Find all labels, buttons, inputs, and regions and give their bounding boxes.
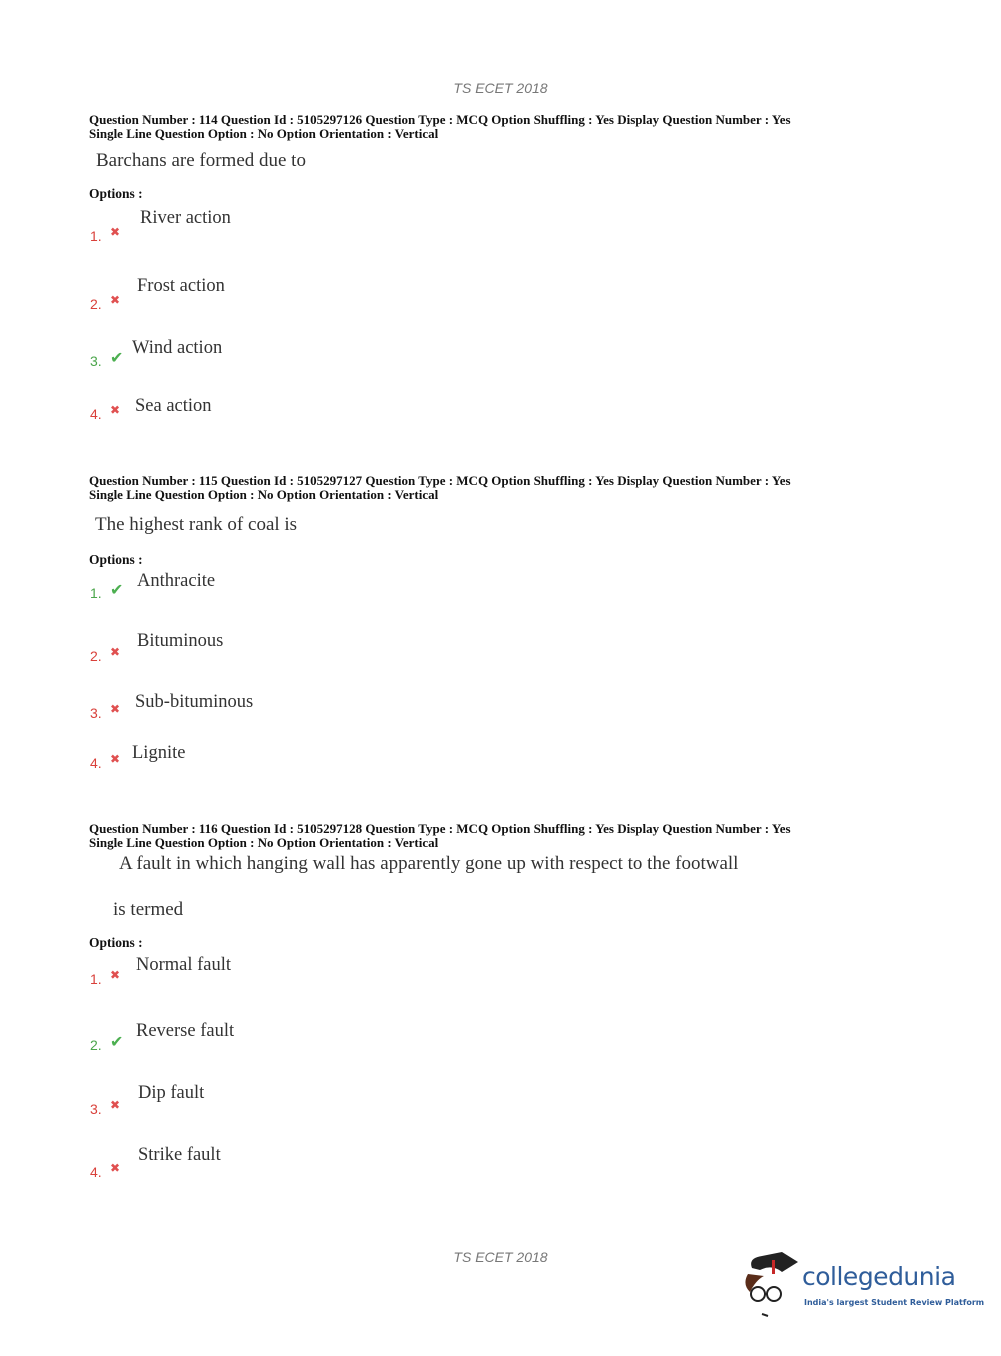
question-meta: Question Number : 115 Question Id : 5105297127 Question Type : MCQ Option Shuffling : Yes Display Question Number : Yes Single Line Question Option : No Option Orientation : Vertical bbox=[89, 473, 791, 502]
options-label: Options : bbox=[89, 552, 143, 567]
question-meta: Question Number : 116 Question Id : 5105297128 Question Type : MCQ Option Shuffling : Yes Display Question Number : Yes Single Line Question Option : No Option Orientation : Vertical bbox=[89, 821, 791, 850]
options-label: Options : bbox=[89, 935, 143, 950]
option-text: Bituminous bbox=[137, 631, 224, 651]
check-icon: ✔ bbox=[110, 582, 124, 599]
question-text: A fault in which hanging wall has apparently gone up with respect to the footwall bbox=[119, 853, 739, 874]
option-text: Reverse fault bbox=[136, 1021, 235, 1041]
cross-icon: ✖ bbox=[110, 403, 121, 417]
cross-icon: ✖ bbox=[110, 702, 121, 716]
page-header: TS ECET 2018 bbox=[453, 80, 548, 96]
page-footer: TS ECET 2018 bbox=[453, 1249, 548, 1265]
option-number: 1. bbox=[90, 585, 102, 601]
option-text: Strike fault bbox=[138, 1145, 221, 1165]
option-number: 3. bbox=[90, 1101, 102, 1117]
cross-icon: ✖ bbox=[110, 293, 121, 307]
question-text: Barchans are formed due to bbox=[96, 150, 306, 171]
collegedunia-logo: collegedunia India's largest Student Review Platform bbox=[742, 1250, 972, 1320]
question-text: is termed bbox=[113, 899, 184, 920]
option-text: Lignite bbox=[132, 743, 186, 763]
mascot-icon bbox=[742, 1250, 800, 1320]
option-number: 3. bbox=[90, 353, 102, 369]
option-text: Sea action bbox=[135, 396, 212, 416]
cross-icon: ✖ bbox=[110, 968, 121, 982]
option-number: 3. bbox=[90, 705, 102, 721]
question-text: The highest rank of coal is bbox=[95, 514, 298, 535]
option-text: Wind action bbox=[132, 338, 223, 358]
option-number: 4. bbox=[90, 1164, 102, 1180]
option-number: 4. bbox=[90, 755, 102, 771]
check-icon: ✔ bbox=[110, 1034, 124, 1051]
cross-icon: ✖ bbox=[110, 752, 121, 766]
option-text: Frost action bbox=[137, 276, 225, 296]
question-meta: Question Number : 114 Question Id : 5105297126 Question Type : MCQ Option Shuffling : Yes Display Question Number : Yes Single Line Question Option : No Option Orientation : Vertical bbox=[89, 112, 791, 141]
option-number: 2. bbox=[90, 648, 102, 664]
option-text: Anthracite bbox=[137, 571, 216, 591]
option-number: 1. bbox=[90, 971, 102, 987]
option-text: Sub-bituminous bbox=[135, 692, 254, 712]
option-text: Dip fault bbox=[138, 1083, 205, 1103]
option-number: 1. bbox=[90, 228, 102, 244]
check-icon: ✔ bbox=[110, 350, 124, 367]
option-number: 2. bbox=[90, 1037, 102, 1053]
cross-icon: ✖ bbox=[110, 1098, 121, 1112]
option-number: 4. bbox=[90, 406, 102, 422]
cross-icon: ✖ bbox=[110, 645, 121, 659]
options-label: Options : bbox=[89, 186, 143, 201]
option-number: 2. bbox=[90, 296, 102, 312]
option-text: River action bbox=[140, 208, 231, 228]
cross-icon: ✖ bbox=[110, 225, 121, 239]
cross-icon: ✖ bbox=[110, 1161, 121, 1175]
option-text: Normal fault bbox=[136, 955, 232, 975]
